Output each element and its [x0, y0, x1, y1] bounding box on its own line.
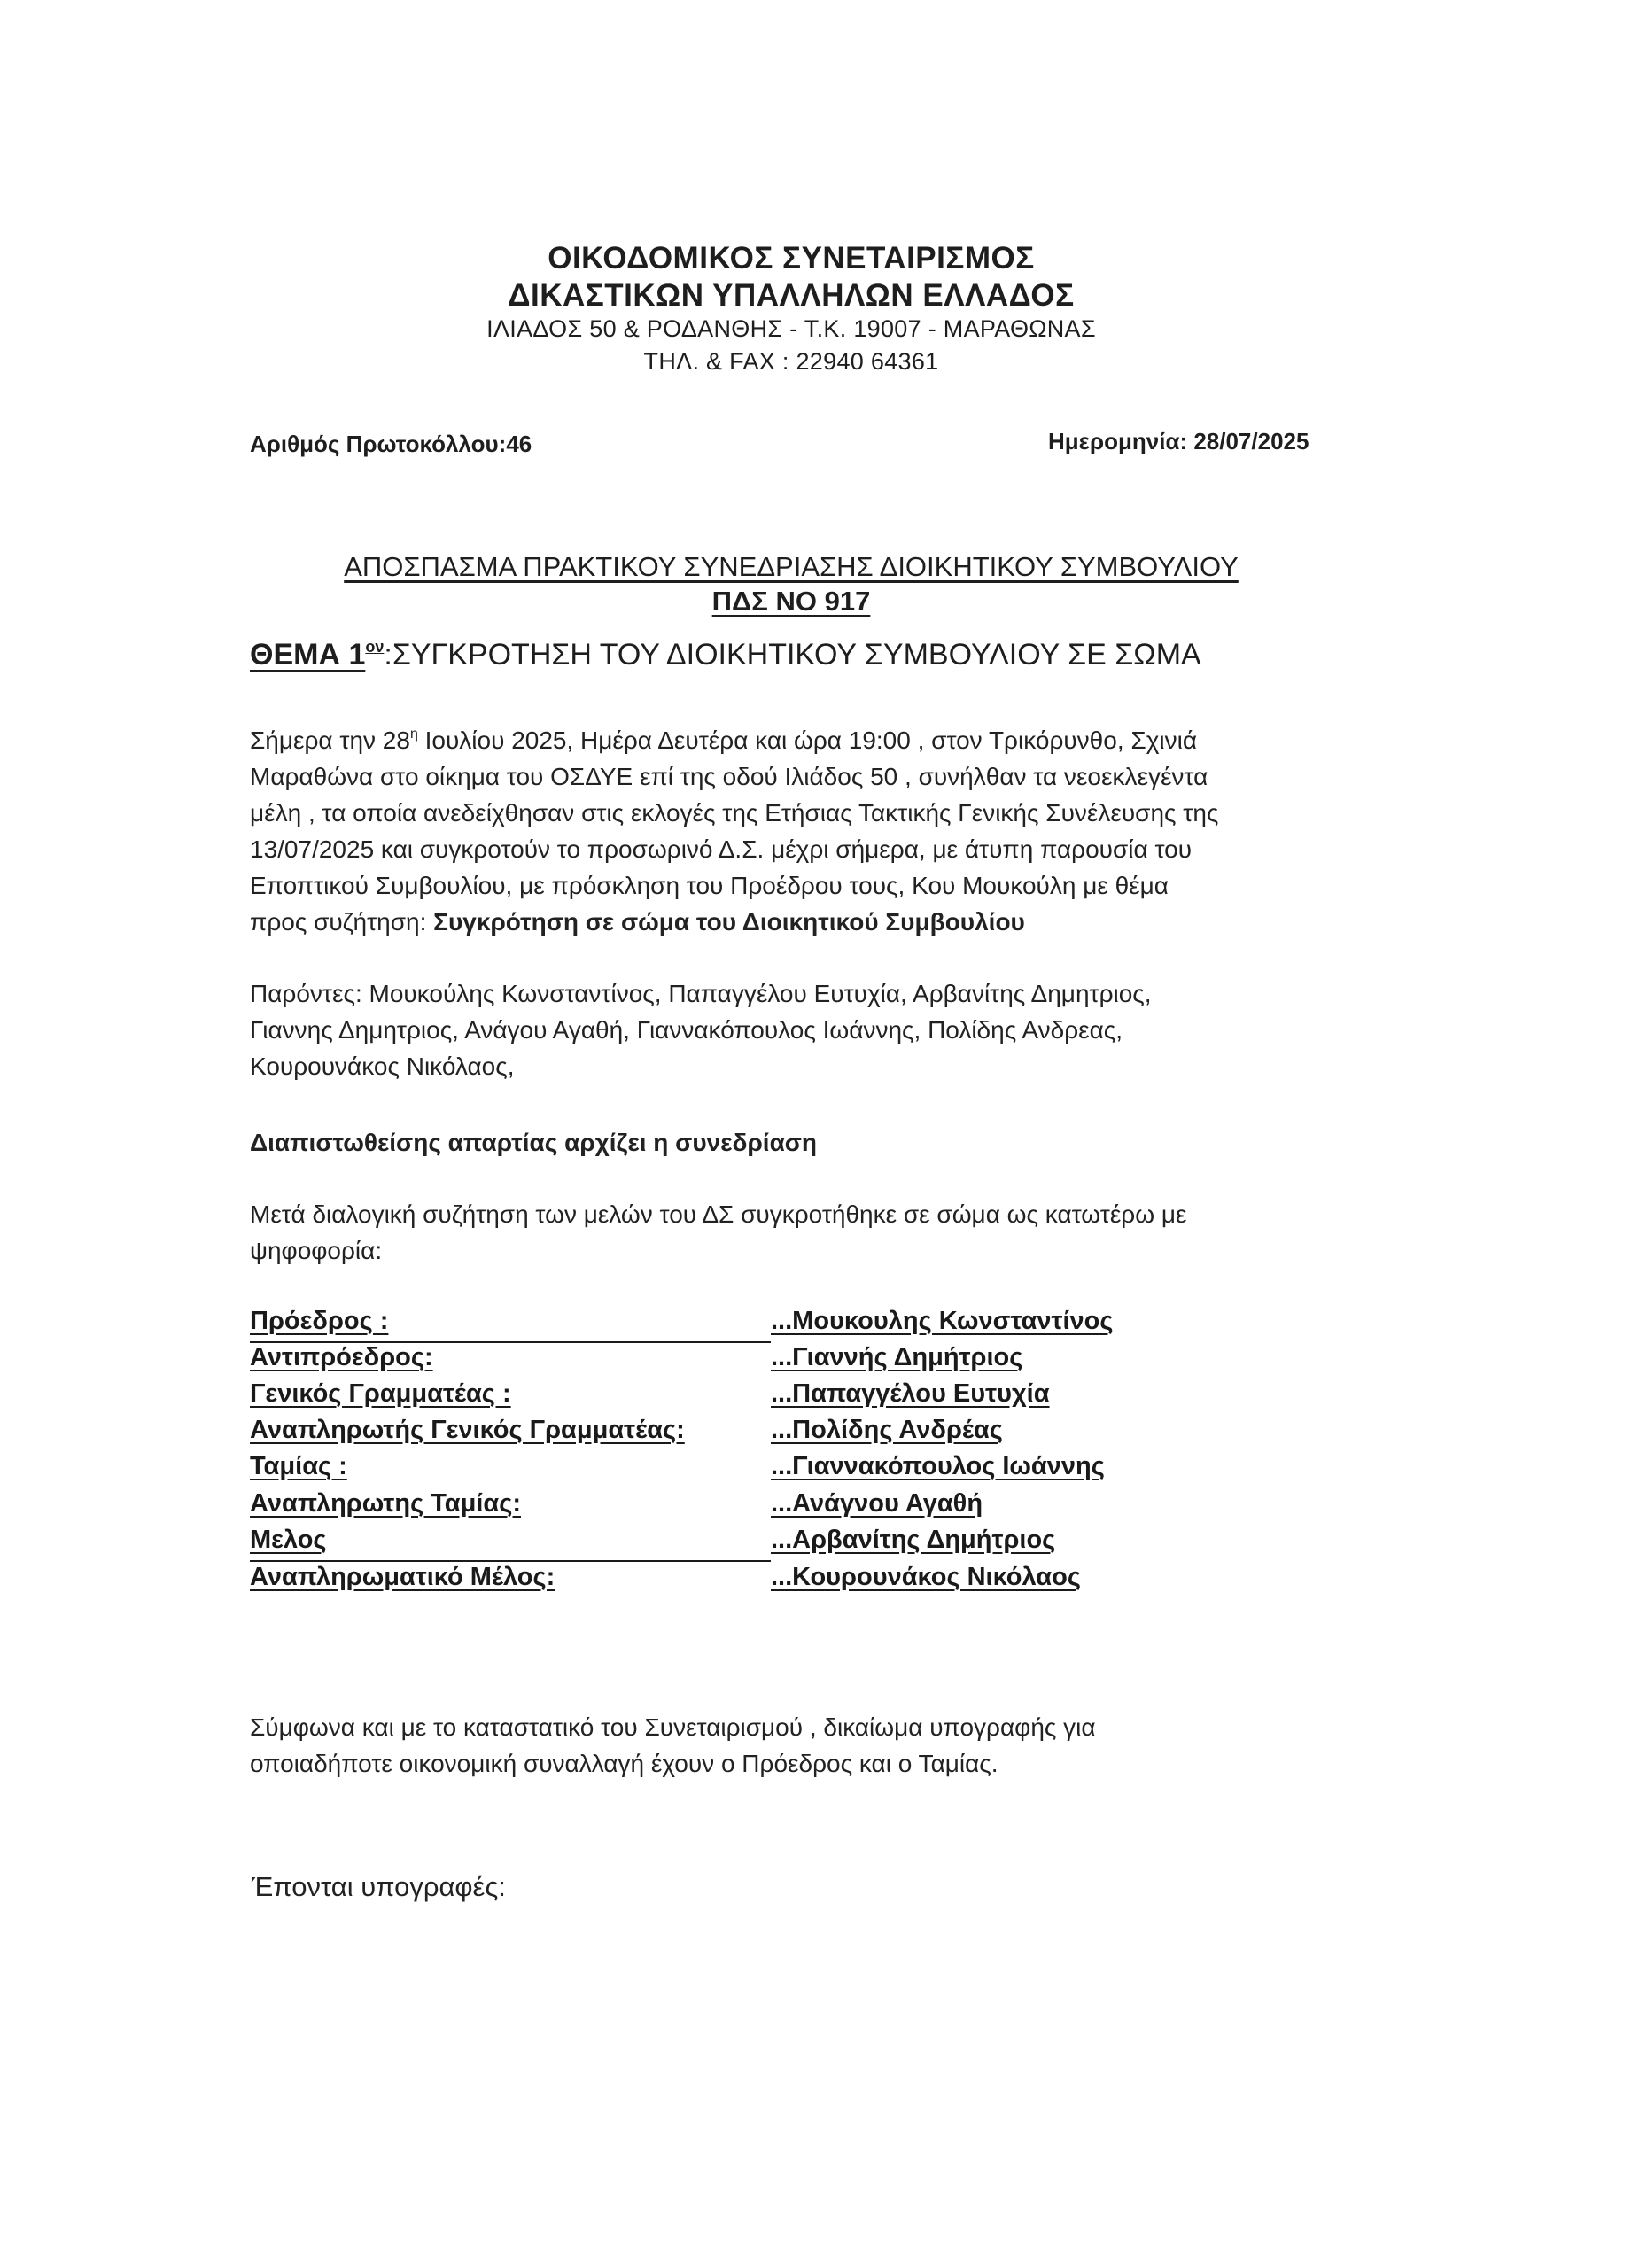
org-phone: ΤΗΛ. & FAX : 22940 64361 — [643, 348, 939, 375]
document-date: Ημερομηνία: 28/07/2025 — [1048, 428, 1309, 454]
intro-text-3: μέλη , τα οποία ανεδείχθησαν στις εκλογές της Ετήσιας Τακτικής Γενικής Συνέλευσης της — [250, 799, 1219, 827]
present-paragraph — [250, 975, 1402, 1084]
present-text-3: Κουρουνάκος Νικόλαος, — [250, 1052, 515, 1080]
subject-label: ΘΕΜΑ 1 — [250, 638, 366, 672]
role-title: Αναπληρωματικό Μέλος: — [250, 1563, 555, 1591]
intro-text-6b: Συγκρότηση σε σώμα του Διοικητικού Συμβουλίου — [433, 908, 1025, 936]
document-title-number: ΠΔΣ ΝΟ 917 — [711, 586, 871, 617]
document-title: ΑΠΟΣΠΑΣΜΑ ΠΡΑΚΤΙΚΟΥ ΣΥΝΕΔΡΙΑΣΗΣ ΔΙΟΙΚΗΤΙΚΟΥ ΣΥΜΒΟΥΛΙΟΥ — [344, 551, 1239, 582]
subject-line — [250, 638, 1201, 672]
intro-text-6a: προς συζήτηση: — [250, 908, 434, 936]
role-title: Γενικός Γραμματέας : — [250, 1379, 511, 1408]
role-member: ...Γιαννακόπουλος Ιωάννης — [771, 1452, 1105, 1480]
role-member: ...Πολίδης Ανδρέας — [771, 1416, 1003, 1444]
signing-text-2: οποιαδήποτε οικονομική συναλλαγή έχουν ο Πρόεδρος και ο Ταμίας. — [250, 1750, 998, 1777]
role-title: Ταμίας : — [250, 1452, 347, 1480]
role-underline — [250, 1560, 771, 1562]
intro-text-5: Εποπτικού Συμβουλίου, με πρόσκληση του Προέδρου τους, Κου Μουκούλη με θέμα — [250, 872, 1169, 899]
intro-sup: η — [409, 726, 418, 742]
intro-text-4: 13/07/2025 και συγκροτούν το προσωρινό Δ.Σ. μέχρι σήμερα, με άτυπη παρουσία του — [250, 835, 1193, 863]
discussion-paragraph — [250, 1196, 1402, 1269]
role-title: Αναπληρωτης Ταμίας: — [250, 1489, 521, 1518]
role-title: Μελος — [250, 1526, 327, 1554]
subject-label-sup: ον — [365, 638, 385, 656]
intro-text-2: Μαραθώνα στο οίκημα του ΟΣΔΥΕ επί της οδού Ιλιάδος 50 , συνήλθαν τα νεοεκλεγέντα — [250, 763, 1208, 790]
role-member: ...Παπαγγέλου Ευτυχία — [771, 1379, 1050, 1408]
subject-text: :ΣΥΓΚΡΟΤΗΣΗ ΤΟΥ ΔΙΟΙΚΗΤΙΚΟΥ ΣΥΜΒΟΥΛΙΟΥ ΣΕ ΣΩΜΑ — [384, 638, 1201, 672]
discussion-text-1: Μετά διαλογική συζήτηση των μελών του ΔΣ συγκροτήθηκε σε σώμα ως κατωτέρω με — [250, 1200, 1187, 1228]
role-member: ...Ανάγνου Αγαθή — [771, 1489, 983, 1518]
org-name-line1: ΟΙΚΟΔΟΜΙΚΟΣ ΣΥΝΕΤΑΙΡΙΣΜΟΣ — [548, 241, 1035, 276]
present-text-2: Γιαννης Δημητριος, Ανάγου Αγαθή, Γιαννακόπουλος Ιωάννης, Πολίδης Ανδρεας, — [250, 1016, 1123, 1044]
protocol-number: Αριθμός Πρωτοκόλλου:46 — [250, 431, 532, 457]
role-member: ...Αρβανίτης Δημήτριος — [771, 1526, 1056, 1554]
role-member: ...Γιαννής Δημήτριος — [771, 1343, 1023, 1371]
quorum-text: Διαπιστωθείσης απαρτίας αρχίζει η συνεδρίαση — [250, 1129, 818, 1156]
org-address: ΙΛΙΑΔΟΣ 50 & ΡΟΔΑΝΘΗΣ - Τ.Κ. 19007 - ΜΑΡΑΘΩΝΑΣ — [486, 315, 1096, 342]
signatures-heading: Έπονται υπογραφές: — [252, 1871, 506, 1902]
present-text-1: Παρόντες: Μουκούλης Κωνσταντίνος, Παπαγγέλου Ευτυχία, Αρβανίτης Δημητριος, — [250, 980, 1152, 1007]
discussion-text-2: ψηφοφορία: — [250, 1237, 383, 1264]
role-title: Αντιπρόεδρος: — [250, 1343, 433, 1371]
signing-text-1: Σύμφωνα και με το καταστατικό του Συνεταιρισμού , δικαίωμα υπογραφής για — [250, 1713, 1096, 1741]
intro-text-1b: Ιουλίου 2025, Ημέρα Δευτέρα και ώρα 19:00 , στον Τρικόρυνθο, Σχινιά — [417, 726, 1198, 754]
signing-paragraph — [250, 1709, 1402, 1782]
org-name-line2: ΔΙΚΑΣΤΙΚΩΝ ΥΠΑΛΛΗΛΩΝ ΕΛΛΑΔΟΣ — [508, 278, 1075, 313]
intro-text-1a: Σήμερα την 28 — [250, 726, 410, 754]
intro-paragraph — [250, 716, 1402, 940]
role-member: ...Κουρουνάκος Νικόλαος — [771, 1563, 1081, 1591]
role-title: Αναπληρωτής Γενικός Γραμματέας: — [250, 1416, 685, 1444]
role-member: ...Μουκουλης Κωνσταντίνος — [771, 1307, 1114, 1335]
quorum-statement — [250, 1124, 1402, 1161]
role-title: Πρόεδρος : — [250, 1307, 389, 1335]
